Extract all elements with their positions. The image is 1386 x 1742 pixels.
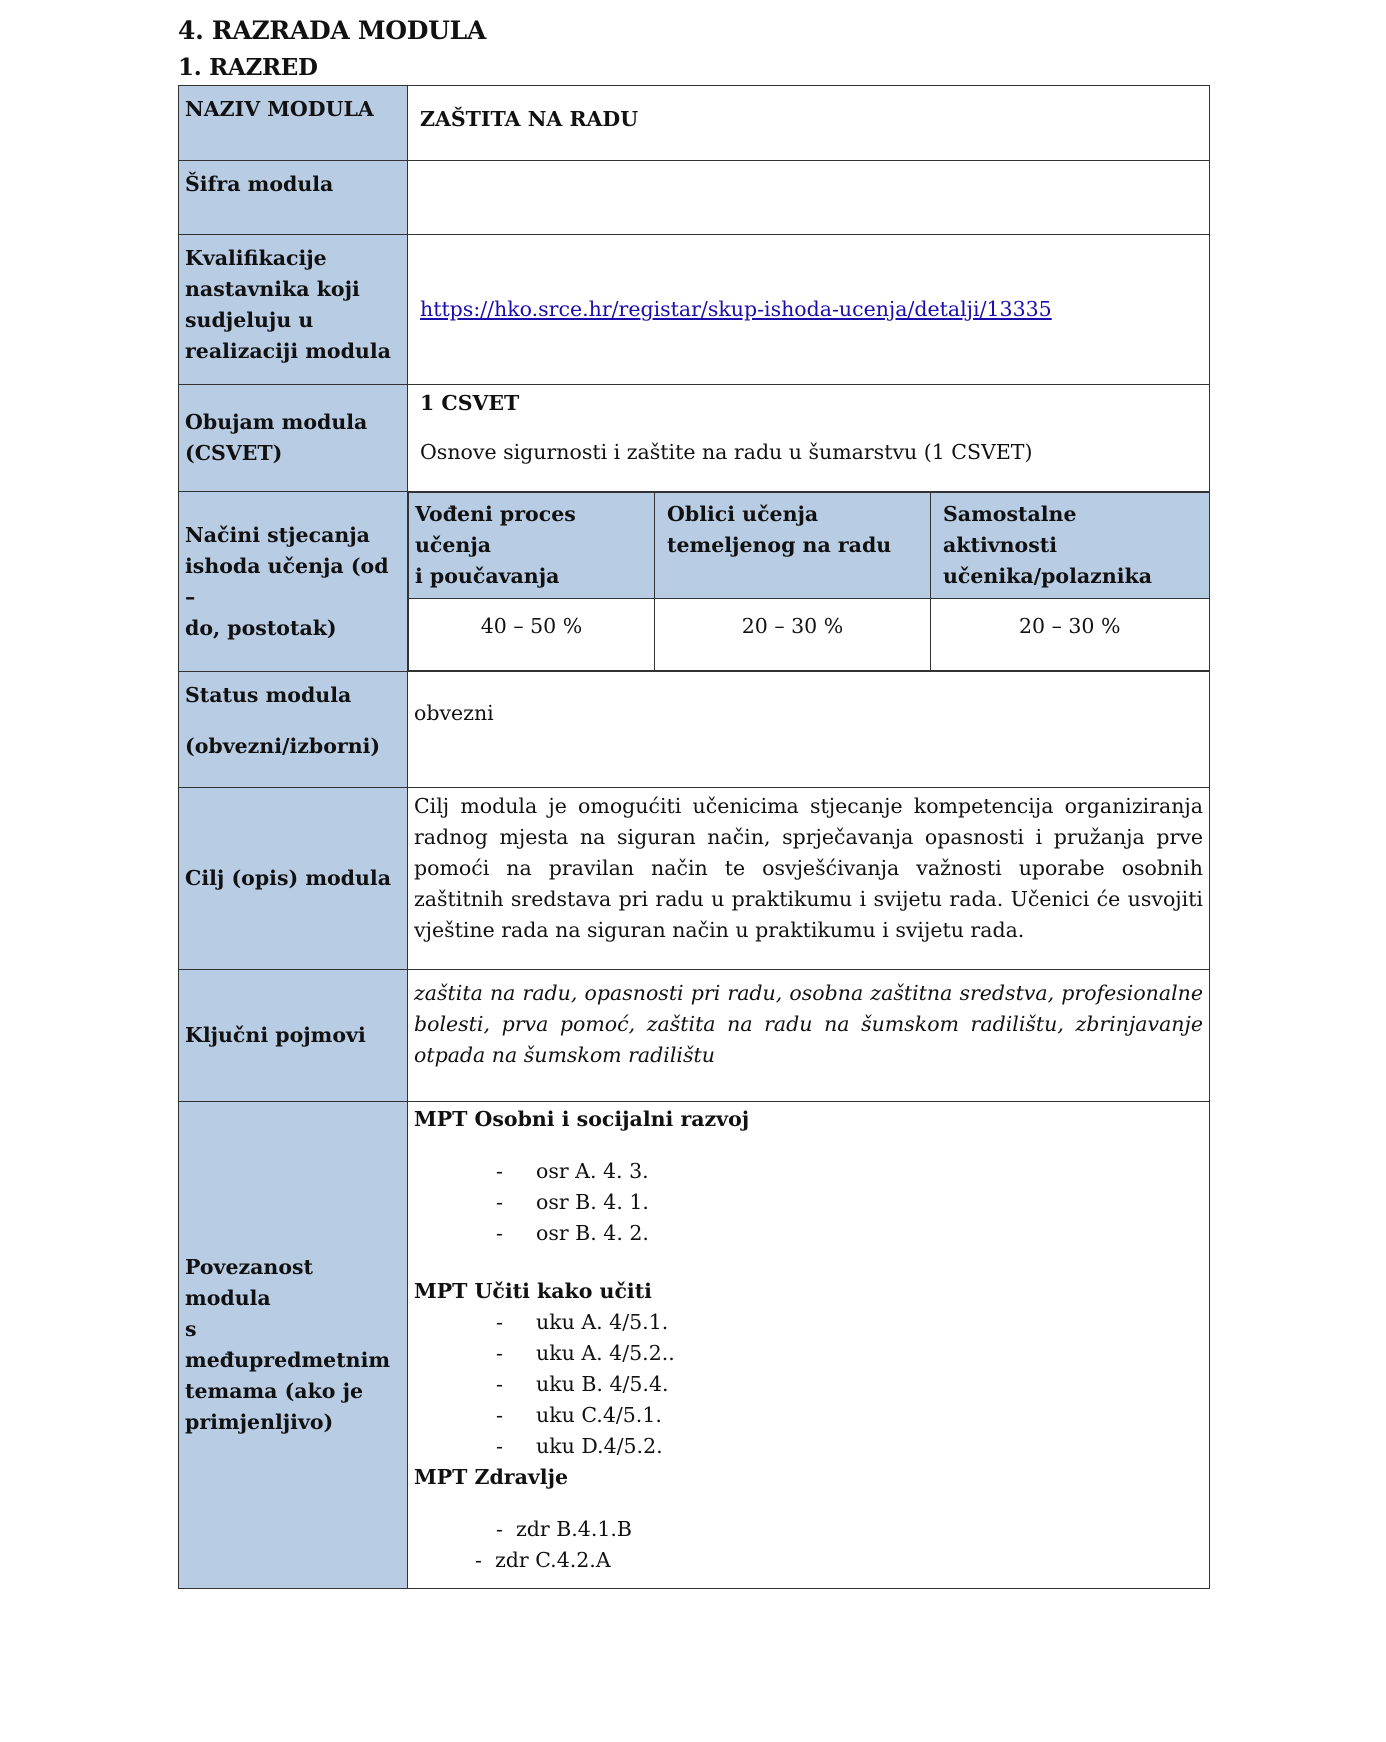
- row-naziv: [179, 86, 1210, 161]
- header-oblici: Oblici učenja temeljenog na radu: [655, 493, 931, 599]
- qualification-link[interactable]: https://hko.srce.hr/registar/skup-ishoda-ucenja/detalji/13335: [420, 297, 1052, 321]
- value-oblici: 20 – 30 %: [655, 599, 931, 671]
- header-samostalne: Samostalne aktivnosti učenika/polaznika: [931, 493, 1210, 599]
- page-subheading: 1. RAZRED: [178, 54, 318, 81]
- mpt-group-title: MPT Učiti kako učiti: [414, 1279, 652, 1303]
- value-povezanost: [408, 1102, 1210, 1589]
- learning-methods-table: [408, 492, 1210, 671]
- label-sifra: Šifra modula: [179, 161, 408, 235]
- label-kvalifikacije: Kvalifikacije nastavnika koji sudjeluju u realizaciji modula: [179, 235, 408, 385]
- list-item: - osr A. 4. 3.: [496, 1159, 649, 1183]
- value-obujam-desc: Osnove sigurnosti i zaštite na radu u šumarstvu (1 CSVET): [420, 440, 1033, 464]
- list-item: - osr B. 4. 2.: [496, 1221, 649, 1245]
- row-povezanost: [179, 1102, 1210, 1589]
- label-cilj: Cilj (opis) modula: [179, 788, 408, 970]
- row-kvalifikacije: [179, 235, 1210, 385]
- mpt-zdr-list: [414, 1514, 1203, 1576]
- header-vodeni: Vođeni proces učenja i poučavanja: [409, 493, 655, 599]
- list-item: - uku B. 4/5.4.: [496, 1372, 669, 1396]
- list-item: - zdr C.4.2.A: [475, 1548, 611, 1572]
- list-item: - uku D.4/5.2.: [496, 1434, 663, 1458]
- row-sifra: [179, 161, 1210, 235]
- mpt-uku-list: [414, 1307, 1203, 1462]
- label-naziv: NAZIV MODULA: [179, 86, 408, 161]
- mpt-group-title: MPT Zdravlje: [414, 1465, 569, 1489]
- row-cilj: [179, 788, 1210, 970]
- row-status: [179, 672, 1210, 788]
- value-samostalne: 20 – 30 %: [931, 599, 1210, 671]
- page-heading: 4. RAZRADA MODULA: [178, 16, 486, 45]
- value-cilj: Cilj modula je omogućiti učenicima stjecanje kompetencija organiziranja radnog mjesta na siguran način, sprječavanja opasnosti i pružanja prve pomoći na pravilan način te osvješćivanja važnosti uporabe osobnih zaštitnih sredstava pri radu u praktikumu i svijetu rada. Učenici će usvojiti vještine rada na siguran način u praktikumu i svijetu rada.: [408, 788, 1210, 970]
- label-status: Status modula (obvezni/izborni): [179, 672, 408, 788]
- label-nacini: Načini stjecanja ishoda učenja (od – do, postotak): [179, 492, 408, 672]
- value-kljucni: zaštita na radu, opasnosti pri radu, osobna zaštitna sredstva, profesionalne bolesti, prva pomoć, zaštita na radu na šumskom radilištu, zbrinjavanje otpada na šumskom radilištu: [408, 970, 1210, 1102]
- list-item: - zdr B.4.1.B: [496, 1517, 632, 1541]
- list-item: - uku C.4/5.1.: [496, 1403, 662, 1427]
- list-item: - osr B. 4. 1.: [496, 1190, 649, 1214]
- row-kljucni: [179, 970, 1210, 1102]
- mpt-osr-list: [414, 1156, 1203, 1249]
- row-nacini: [179, 492, 1210, 672]
- mpt-group-title: MPT Osobni i socijalni razvoj: [414, 1107, 750, 1131]
- label-obujam: Obujam modula (CSVET): [179, 385, 408, 492]
- value-naziv: ZAŠTITA NA RADU: [420, 107, 639, 131]
- module-table: [178, 85, 1210, 1589]
- label-kljucni: Ključni pojmovi: [179, 970, 408, 1102]
- value-obujam-csvet: 1 CSVET: [420, 391, 520, 415]
- list-item: - uku A. 4/5.2..: [496, 1341, 675, 1365]
- value-status: obvezni: [414, 701, 494, 725]
- value-sifra: [408, 161, 1210, 235]
- list-item: - uku A. 4/5.1.: [496, 1310, 669, 1334]
- label-povezanost: Povezanost modula s međupredmetnim temama (ako je primjenljivo): [179, 1102, 408, 1589]
- row-obujam: [179, 385, 1210, 492]
- value-vodeni: 40 – 50 %: [409, 599, 655, 671]
